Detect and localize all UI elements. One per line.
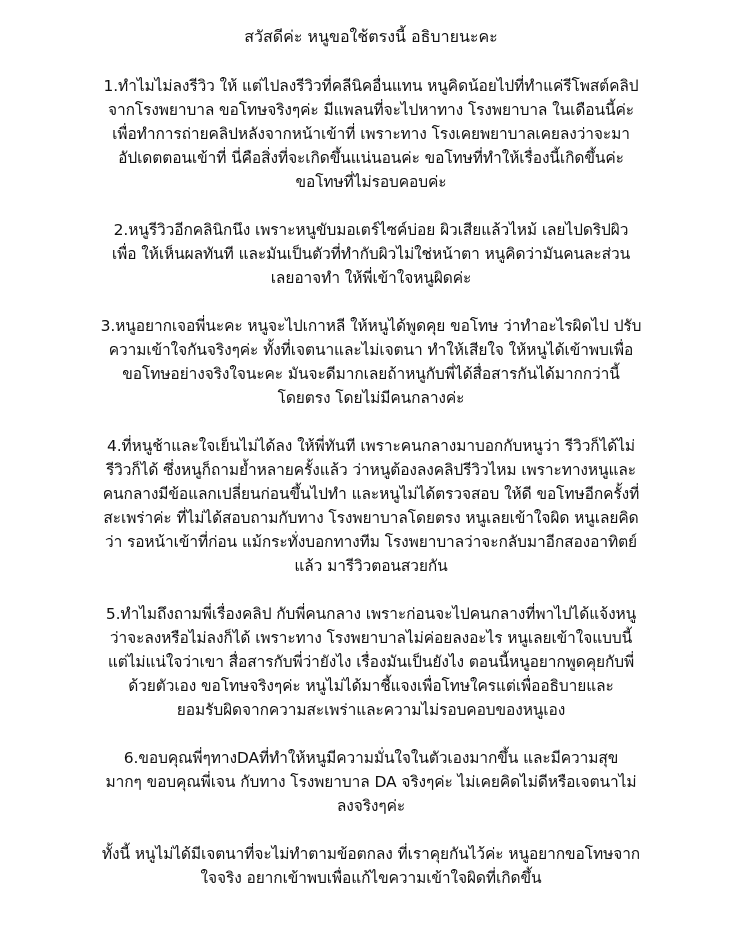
paragraph-1 <box>22 74 720 194</box>
statement-title: สวัสดีค่ะ หนูขอใช้ตรงนี้ อธิบายนะคะ <box>244 27 498 46</box>
paragraph-line: โดยตรง โดยไม่มีคนกลางค่ะ <box>277 389 465 407</box>
paragraph-line: ว่า รอหน้าเข้าที่ก่อน แม้กระทั่งบอกทางทีม โรงพยาบาลว่าจะกลับมาอีกสองอาทิตย์ <box>104 533 638 551</box>
paragraph-line: เลยอาจทำ ให้พี่เข้าใจหนูผิดค่ะ <box>270 269 472 287</box>
paragraph-line: 3.หนูอยากเจอพี่นะคะ หนูจะไปเกาหลี ให้หนูได้พูดคุย ขอโทษ ว่าทำอะไรผิดไป ปรับ <box>100 317 642 335</box>
paragraph-2 <box>22 218 720 290</box>
paragraph-line: 4.ที่หนูช้าและใจเย็นไม่ได้ลง ให้พี่ทันที เพราะคนกลางมาบอกกับหนูว่า รีวิวก็ได้ไม่ <box>106 437 636 455</box>
paragraph-4 <box>22 434 720 578</box>
paragraph-line: เพื่อ ให้เห็นผลทันที และมันเป็นตัวที่ทำกับผิวไม่ใช่หน้าตา หนูคิดว่ามันคนละส่วน <box>111 245 631 263</box>
closing-paragraph <box>22 842 720 890</box>
paragraph-line: ด้วยตัวเอง ขอโทษจริงๆค่ะ หนูไม่ได้มาชี้แจงเพื่อโทษใครแต่เพื่ออธิบายและ <box>128 677 614 695</box>
paragraph-line: รีวิวก็ได้ ซึ่งหนูก็ถามย้ำหลายครั้งแล้ว ว่าหนูต้องลงคลิปรีวิวไหม เพราะทางหนูและ <box>105 461 637 479</box>
paragraph-line: สะเพร่าค่ะ ที่ไม่ได้สอบถามกับทาง โรงพยาบาลโดยตรง หนูเลยเข้าใจผิด หนูเลยคิด <box>103 509 639 527</box>
paragraph-line: คนกลางมีข้อแลกเปลี่ยนก่อนขึ้นไปทำ และหนูไม่ได้ตรวจสอบ ให้ดี ขอโทษอีกครั้งที่ <box>102 485 640 503</box>
paragraph-line: ลงจริงๆค่ะ <box>336 797 406 815</box>
paragraph-5 <box>22 602 720 722</box>
paragraph-line: 1.ทำไมไม่ลงรีวิว ให้ แต่ไปลงรีวิวที่คลีนิคอื่นแทน หนูคิดน้อยไปที่ทำแค่รีโพสต์คลิป <box>103 77 639 95</box>
paragraph-line: 6.ขอบคุณพี่ๆทางDAที่ทำให้หนูมีความมั่นใจในตัวเองมากขึ้น และมีความสุข <box>123 749 619 767</box>
paragraph-line: มากๆ ขอบคุณพี่เจน กับทาง โรงพยาบาล DA จริงๆค่ะ ไม่เคยคิดไม่ดีหรือเจตนาไม่ <box>105 773 637 791</box>
paragraph-line: ยอมรับผิดจากความสะเพร่าและความไม่รอบคอบของหนูเอง <box>176 701 566 719</box>
paragraph-line: ทั้งนี้ หนูไม่ได้มีเจตนาที่จะไม่ทำตามข้อตกลง ที่เราคุยกันไว้ค่ะ หนูอยากขอโทษจาก <box>101 845 641 863</box>
paragraph-line: ความเข้าใจกันจริงๆค่ะ ทั้งที่เจตนาและไม่เจตนา ทำให้เสียใจ ให้หนูได้เข้าพบเพื่อ <box>108 341 634 359</box>
paragraph-6 <box>22 746 720 818</box>
paragraph-line: แล้ว มารีวิวตอนสวยกัน <box>294 557 448 575</box>
paragraph-line: 2.หนูรีวิวอีกคลินิกนึง เพราะหนูขับมอเตร์ไซค์บ่อย ผิวเสียแล้วไหม้ เลยไปดริปผิว <box>113 221 629 239</box>
paragraph-line: แต่ไม่แน่ใจว่าเขา สื่อสารกับพี่ว่ายังไง เรื่องมันเป็นยังไง ตอนนี้หนูอยากพูดคุยกับพี่ <box>107 653 635 671</box>
paragraph-line: ขอโทษอย่างจริงใจนะคะ มันจะดีมากเลยถ้าหนูกับพี่ได้สื่อสารกันได้มากกว่านี้ <box>122 365 620 383</box>
paragraph-line: ใจจริง อยากเข้าพบเพื่อแก้ไขความเข้าใจผิดที่เกิดขึ้น <box>200 869 542 887</box>
paragraph-line: ว่าจะลงหรือไม่ลงก็ได้ เพราะทาง โรงพยาบาลไม่ค่อยลงอะไร หนูเลยเข้าใจแบบนี้ <box>109 629 633 647</box>
paragraph-3 <box>22 314 720 410</box>
paragraph-line: จากโรงพยาบาล ขอโทษจริงๆค่ะ มีแพลนที่จะไปหาทาง โรงพยาบาล ในเดือนนี้ค่ะ <box>108 101 634 119</box>
paragraph-line: อัปเดตตอนเข้าที่ นี่คือสิ่งที่จะเกิดขึ้นแน่นอนค่ะ ขอโทษที่ทำให้เรื่องนี้เกิดขึ้นค่ะ <box>118 149 624 167</box>
paragraph-line: เพื่อทำการถ่ายคลิปหลังจากหน้าเข้าที่ เพราะทาง โรงเคยพยาบาลเคยลงว่าจะมา <box>112 125 630 143</box>
paragraph-line: ขอโทษที่ไม่รอบคอบค่ะ <box>295 173 447 191</box>
paragraph-line: 5.ทำไมถึงถามพี่เรื่องคลิป กับพี่คนกลาง เพราะก่อนจะไปคนกลางที่พาไปได้แจ้งหนู <box>105 605 637 623</box>
